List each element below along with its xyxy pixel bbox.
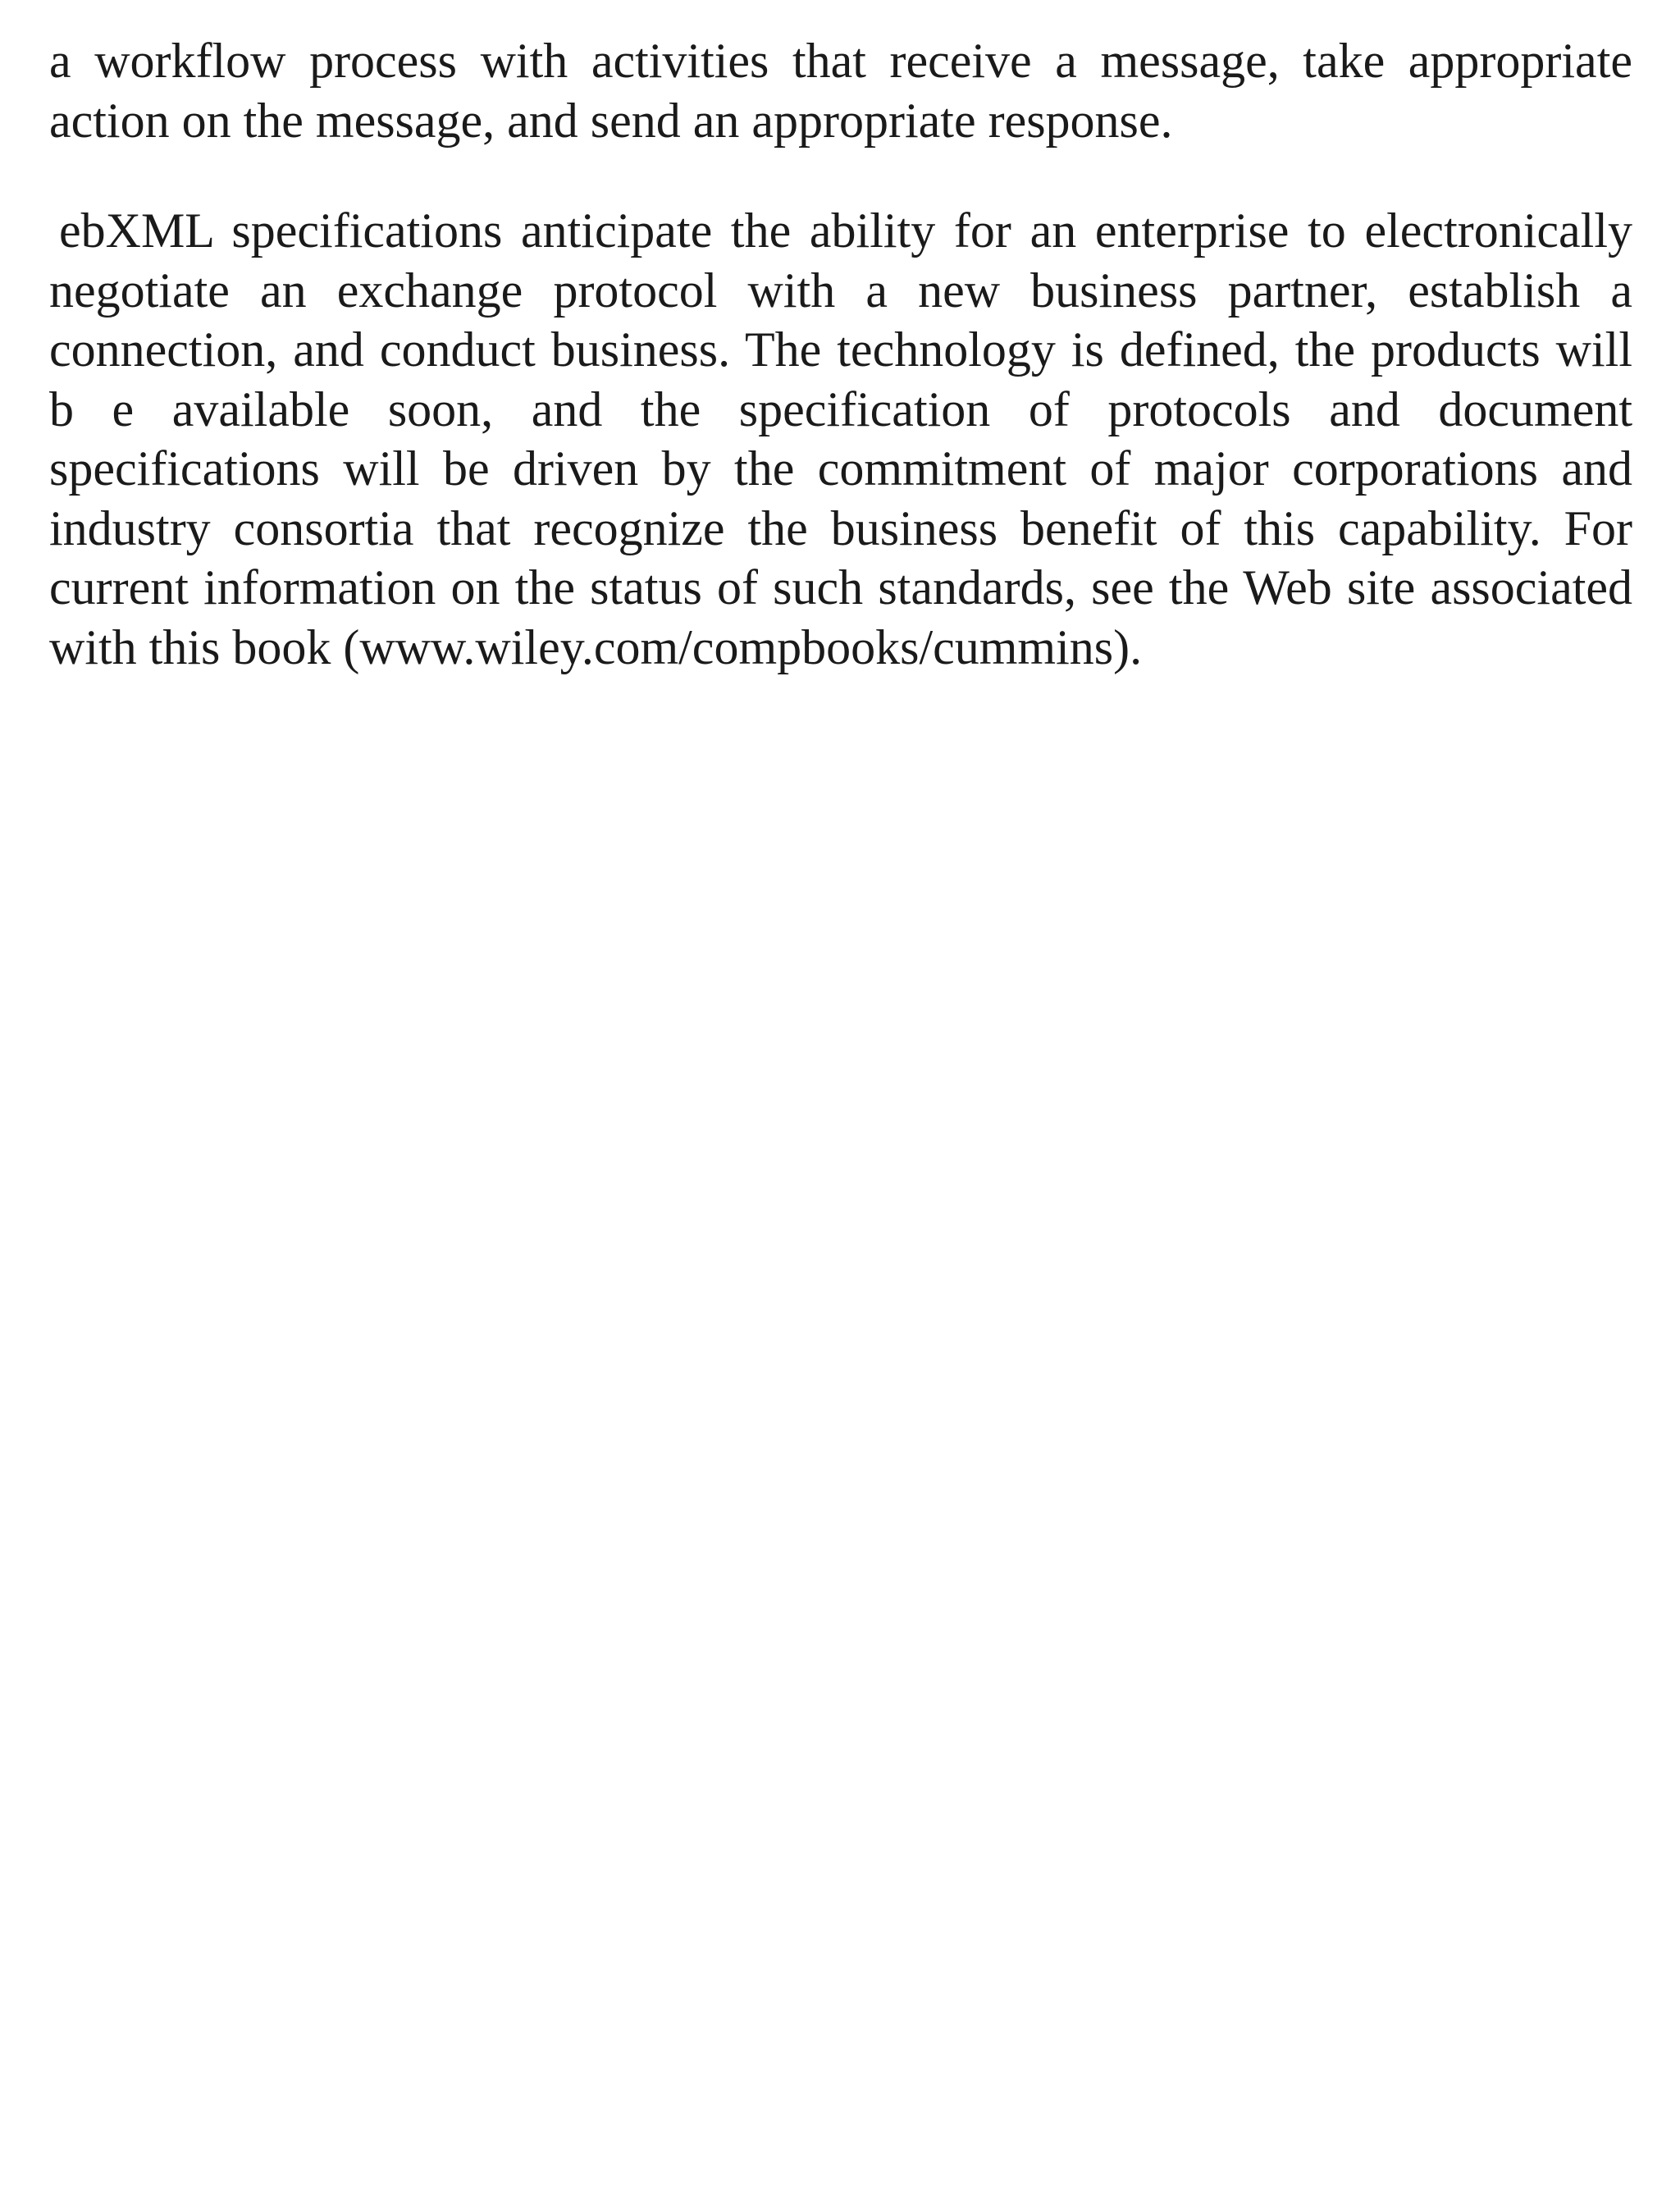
paragraph-ebxml-specifications: ebXML specifications anticipate the ability for an enterprise to electronically negotiate an exchange protocol with a new business partner, establish a connection, and conduct business. The technology is defined, the products will b e available soon, and the specification of protocols and document specifications will be driven by the commitment of major corporations and industry consortia that recognize the business benefit of this capability. For current information on the status of such standards, see the Web site associated with this book (www.wiley.com/compbooks/cummins). — [49, 203, 1632, 674]
paragraph-workflow-process: a workflow process with activities that receive a message, take appropriate action on the message, and send an appropriate response. — [49, 34, 1632, 148]
